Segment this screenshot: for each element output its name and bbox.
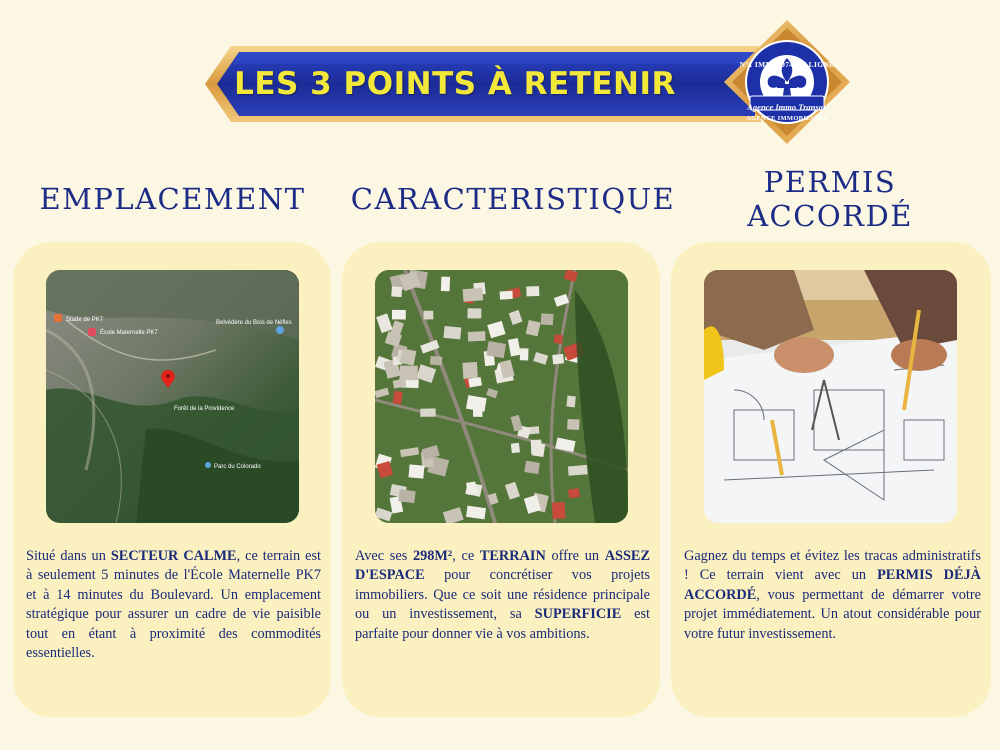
house-roof — [541, 313, 554, 325]
logo-name: Agence Immo Transac — [747, 102, 827, 112]
highlight-text: ASSEZ D'ESPACE — [355, 548, 650, 584]
description-permis — [684, 547, 981, 644]
house-roof — [420, 408, 435, 416]
house-roof — [392, 310, 406, 320]
house-roof — [441, 277, 450, 292]
body-text: est parfaite pour donner vie à vos ambitions. — [355, 606, 650, 642]
logo-top-text: N°1 IMMO 974 EN LIGNE — [739, 60, 835, 69]
logo-bottom-text: AGENCE IMMOBILIÈRE — [746, 115, 828, 122]
house-roof — [520, 348, 529, 360]
body-text: Situé dans un — [26, 548, 111, 564]
house-roof — [462, 362, 477, 379]
map-label-stadium: Stade de PK7 — [66, 317, 104, 323]
description-caracteristique — [355, 547, 650, 644]
satellite-map-image — [46, 270, 299, 523]
card-emplacement — [13, 242, 331, 717]
body-text: Gagnez du temps et évitez les tracas administratifs ! Ce terrain vient avec un — [684, 548, 981, 584]
house-roof — [393, 391, 403, 405]
body-text: , ce terrain est à seulement 5 minutes de l'École Maternelle PK7 et à 14 minutes du Boulevard. Un emplacement stratégique pour assurer un cadre de vie paisible tout en étant à proximité des commodités essentielles. — [26, 548, 321, 662]
body-text: , ce — [452, 548, 480, 564]
description-emplacement — [26, 547, 321, 663]
house-roof — [398, 489, 415, 503]
highlight-text: 298M² — [412, 548, 453, 564]
house-roof — [568, 465, 588, 476]
house-roof — [568, 488, 580, 498]
house-roof — [463, 288, 484, 302]
map-label-school: École Maternelle PK7 — [100, 330, 158, 336]
card-caracteristique — [342, 242, 660, 717]
body-text: Avec ses — [355, 548, 413, 564]
house-roof — [391, 286, 402, 297]
house-roof — [468, 331, 486, 341]
house-roof — [444, 326, 462, 339]
highlight-text: SECTEUR CALME — [110, 548, 237, 564]
house-roof — [408, 464, 424, 478]
card-permis — [671, 242, 991, 717]
house-roof — [554, 334, 563, 344]
title-banner — [205, 44, 765, 124]
house-roof — [566, 396, 576, 408]
aerial-neighborhood-image — [375, 270, 628, 523]
banner-title: LES 3 POINTS À RETENIR — [234, 66, 676, 102]
house-roof — [400, 349, 417, 366]
heading-emplacement: EMPLACEMENT — [39, 182, 306, 216]
map-label-belvedere: Belvédère du Bois de Nèfles — [216, 320, 292, 326]
house-roof — [552, 354, 564, 365]
agency-logo — [722, 18, 852, 146]
house-roof — [486, 341, 506, 358]
map-label-forest: Forêt de la Providence — [174, 406, 235, 412]
architect-plans-image — [704, 270, 957, 523]
map-label-park: Parc du Colorado — [214, 464, 261, 470]
house-roof — [400, 365, 418, 380]
house-roof — [531, 440, 542, 455]
highlight-text: PERMIS DÉJÀ ACCORDÉ — [684, 567, 982, 603]
body-text: offre un — [545, 548, 605, 564]
body-text: , vous permettant de démarrer votre projet immédiatement. Un atout considérable pour votre futur investissement. — [684, 586, 981, 642]
house-roof — [552, 502, 566, 519]
house-roof — [500, 291, 513, 300]
heading-permis: PERMIS ACCORDÉ — [747, 165, 913, 233]
heading-caracteristique: CARACTERISTIQUE — [350, 182, 676, 216]
house-roof — [567, 419, 579, 430]
house-roof — [524, 461, 540, 474]
house-roof — [467, 308, 481, 318]
fleur-de-lis-icon — [722, 18, 852, 146]
body-text: pour concrétiser vos projets immobiliers. Que ce soit une résidence principale ou un investissement, sa — [355, 567, 650, 623]
house-roof — [423, 311, 433, 320]
house-roof — [430, 356, 443, 366]
highlight-text: TERRAIN — [479, 548, 546, 564]
highlight-text: SUPERFICIE — [534, 606, 622, 623]
house-roof — [526, 286, 539, 296]
house-roof — [511, 443, 520, 453]
